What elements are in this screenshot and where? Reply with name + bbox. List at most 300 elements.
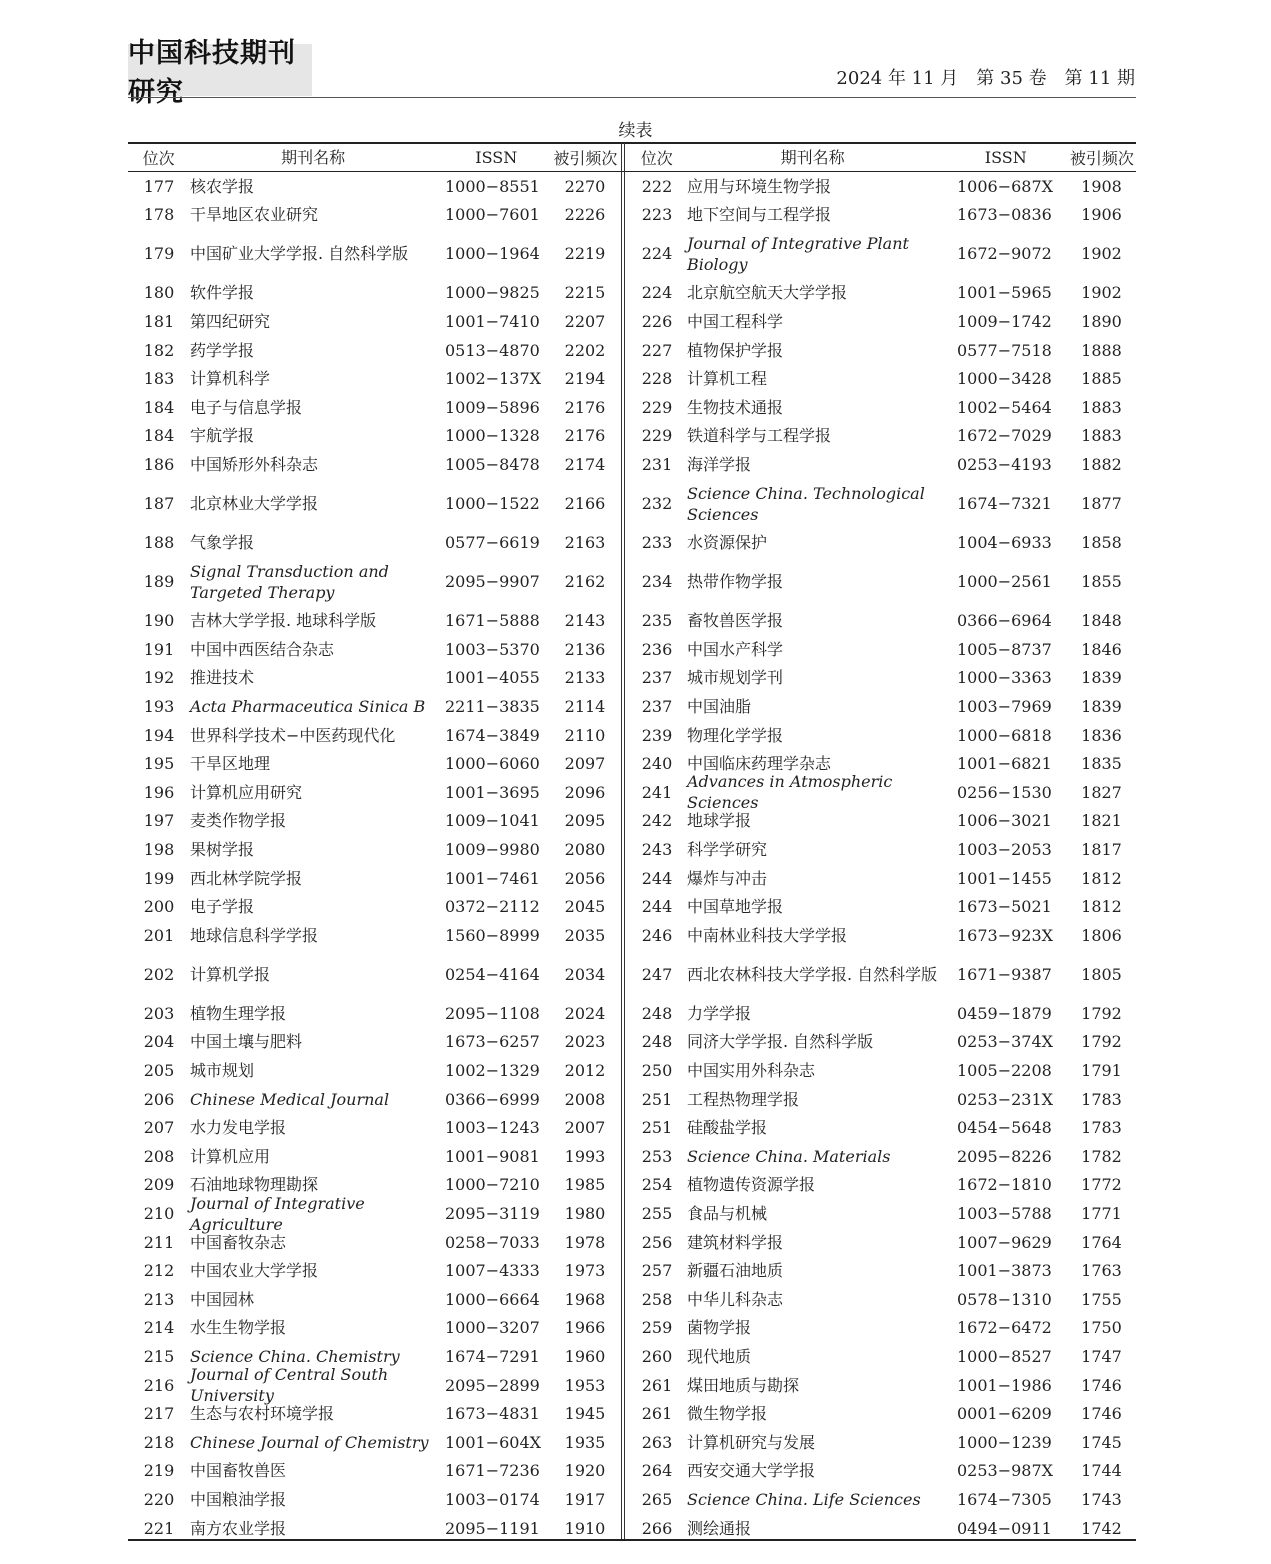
table-row — [627, 864, 1136, 893]
issn-cell: 0366−6999 — [445, 1089, 540, 1109]
issn-cell: 1001−3695 — [445, 782, 540, 802]
issn-cell: 0253−231X — [957, 1089, 1054, 1109]
issn-cell: 1009−1041 — [445, 811, 540, 831]
table-row — [627, 336, 1136, 365]
table-row — [128, 528, 620, 557]
issn-cell: 1000−6664 — [445, 1289, 540, 1309]
rank-cell: 209 — [143, 1175, 175, 1195]
citation-count-cell: 1750 — [1081, 1318, 1122, 1338]
rank-cell: 197 — [143, 811, 175, 831]
rank-cell: 186 — [143, 455, 175, 475]
table-row — [128, 692, 620, 721]
journal-name-cell: 计算机科学 — [190, 369, 271, 389]
citation-count-cell: 1747 — [1081, 1346, 1122, 1366]
citation-count-cell: 1888 — [1081, 340, 1122, 360]
journal-name-cell: 宇航学报 — [190, 426, 255, 446]
rank-cell: 255 — [641, 1204, 673, 1224]
issn-cell: 1674−7305 — [957, 1489, 1052, 1509]
table-row — [627, 1285, 1136, 1314]
rank-cell: 247 — [641, 964, 673, 984]
citation-count-cell: 1742 — [1081, 1518, 1122, 1538]
citation-count-cell: 1835 — [1081, 754, 1122, 774]
journal-name-cell: 水生生物学报 — [190, 1318, 287, 1338]
journal-name-cell: 硅酸盐学报 — [687, 1118, 768, 1138]
rank-cell: 218 — [143, 1432, 175, 1452]
rank-cell: 193 — [143, 697, 175, 717]
column-header-name: 期刊名称 — [281, 147, 346, 167]
table-row — [627, 721, 1136, 750]
table-row — [627, 1342, 1136, 1371]
table-row — [627, 1399, 1136, 1428]
citation-count-cell: 1782 — [1081, 1146, 1122, 1166]
issn-cell: 1000−3428 — [957, 369, 1052, 389]
rank-cell: 202 — [143, 964, 175, 984]
journal-name-cell: 植物遗传资源学报 — [687, 1175, 816, 1195]
rank-cell: 233 — [641, 533, 673, 553]
citation-count-cell: 1980 — [564, 1204, 606, 1224]
header-rule — [128, 97, 1136, 98]
issue-info: 2024 年 11 月 第 35 卷 第 11 期 — [836, 68, 1135, 89]
journal-name-cell: 果树学报 — [190, 839, 255, 859]
rank-cell: 229 — [641, 426, 673, 446]
table-row — [627, 528, 1136, 557]
table-row — [627, 807, 1136, 836]
table-row — [128, 664, 620, 693]
citation-count-cell: 1755 — [1081, 1289, 1122, 1309]
table-row — [128, 807, 620, 836]
journal-name-cell: 中国矿业大学学报. 自然科学版 — [190, 244, 409, 264]
citation-count-cell: 1910 — [564, 1518, 606, 1538]
journal-name-cell: 水资源保护 — [687, 533, 768, 553]
journal-name-cell: 生物技术通报 — [687, 397, 784, 417]
table-row — [128, 635, 620, 664]
issn-cell: 1001−604X — [445, 1432, 542, 1452]
rank-cell: 220 — [143, 1489, 175, 1509]
journal-name-cell: Journal of Integrative Agriculture — [190, 1193, 365, 1234]
citation-count-cell: 1839 — [1081, 697, 1122, 717]
table-row — [627, 229, 1136, 279]
journal-name-cell: 计算机研究与发展 — [687, 1432, 816, 1452]
journal-name-cell: 同济大学学报. 自然科学版 — [687, 1032, 874, 1052]
citation-count-cell: 2007 — [564, 1118, 606, 1138]
issn-cell: 1001−7410 — [445, 312, 540, 332]
rank-cell: 239 — [641, 725, 673, 745]
table-row — [128, 229, 620, 279]
journal-name-cell: 地下空间与工程学报 — [687, 205, 832, 225]
citation-count-cell: 1746 — [1081, 1404, 1122, 1424]
table-row — [627, 1199, 1136, 1228]
citation-count-cell: 2056 — [564, 868, 606, 888]
citation-count-cell: 2270 — [564, 176, 606, 196]
citation-count-cell: 1827 — [1081, 782, 1122, 802]
table-row — [128, 835, 620, 864]
table-header-right — [627, 143, 1136, 171]
table-row — [128, 950, 620, 1000]
citation-count-cell: 1783 — [1081, 1118, 1122, 1138]
issn-cell: 1672−6472 — [957, 1318, 1052, 1338]
table-header-left — [128, 143, 620, 171]
table-row — [627, 1142, 1136, 1171]
citation-count-cell: 1745 — [1081, 1432, 1122, 1452]
issn-cell: 1007−9629 — [957, 1232, 1052, 1252]
citation-count-cell: 1764 — [1081, 1232, 1122, 1252]
citation-count-cell: 1985 — [564, 1175, 606, 1195]
table-row — [627, 172, 1136, 201]
rank-cell: 232 — [641, 494, 673, 514]
column-header-citations: 被引频次 — [1069, 148, 1134, 168]
citation-count-cell: 2143 — [564, 611, 606, 631]
issn-cell: 1001−7461 — [445, 868, 540, 888]
citation-count-cell: 1743 — [1081, 1489, 1122, 1509]
journal-name-cell: Chinese Journal of Chemistry — [190, 1432, 429, 1452]
citation-count-cell: 1791 — [1081, 1061, 1122, 1081]
journal-name-cell: 爆炸与冲击 — [687, 868, 768, 888]
rank-cell: 236 — [641, 639, 673, 659]
issn-cell: 1560−8999 — [445, 925, 540, 945]
citation-count-cell: 2097 — [564, 754, 606, 774]
issn-cell: 1000−6818 — [957, 725, 1052, 745]
table-row — [627, 1113, 1136, 1142]
journal-name-cell: 石油地球物理勘探 — [190, 1175, 319, 1195]
journal-name-cell: 北京航空航天大学学报 — [687, 283, 848, 303]
rank-cell: 207 — [143, 1118, 175, 1138]
journal-name-cell: 中国水产科学 — [687, 639, 784, 659]
issn-cell: 1000−7601 — [445, 205, 540, 225]
journal-name-cell: 物理化学学报 — [687, 725, 784, 745]
issn-cell: 1000−8527 — [957, 1346, 1052, 1366]
table-row — [128, 1193, 620, 1234]
issn-cell: 1674−7321 — [957, 494, 1052, 514]
table-row — [627, 479, 1136, 529]
issn-cell: 2211−3835 — [445, 697, 540, 717]
citation-count-cell: 2096 — [564, 782, 606, 802]
rank-cell: 234 — [641, 572, 673, 592]
issn-cell: 1009−5896 — [445, 397, 540, 417]
journal-name-cell: 海洋学报 — [687, 455, 752, 475]
table-row — [627, 364, 1136, 393]
issn-cell: 1000−1964 — [445, 244, 540, 264]
issn-cell: 2095−1191 — [445, 1518, 540, 1538]
journal-name-cell: 干旱地区农业研究 — [190, 205, 319, 225]
rank-cell: 184 — [143, 426, 175, 446]
issn-cell: 2095−8226 — [957, 1146, 1052, 1166]
citation-count-cell: 2194 — [564, 369, 606, 389]
table-row — [128, 1256, 620, 1285]
table-row — [627, 1085, 1136, 1114]
rank-cell: 244 — [641, 897, 673, 917]
issn-cell: 1673−923X — [957, 925, 1054, 945]
journal-name-cell: 中国工程科学 — [687, 312, 784, 332]
citation-count-cell: 1877 — [1081, 494, 1122, 514]
table-row — [128, 1485, 620, 1514]
citation-count-cell: 2136 — [564, 639, 606, 659]
table-row — [627, 279, 1136, 308]
rank-cell: 215 — [143, 1346, 175, 1366]
journal-name-cell: 植物保护学报 — [687, 340, 784, 360]
rank-cell: 195 — [143, 754, 175, 774]
journal-name-cell: 城市规划学刊 — [687, 668, 784, 688]
journal-name-cell: 城市规划 — [190, 1061, 255, 1081]
table-row — [128, 1365, 620, 1406]
issn-cell: 1003−1243 — [445, 1118, 540, 1138]
citation-count-cell: 1783 — [1081, 1089, 1122, 1109]
column-header-issn: ISSN — [475, 147, 518, 167]
issn-cell: 1001−5965 — [957, 283, 1052, 303]
citation-count-cell: 2163 — [564, 533, 606, 553]
rank-cell: 194 — [143, 725, 175, 745]
rank-cell: 216 — [143, 1375, 175, 1395]
rank-cell: 188 — [143, 533, 175, 553]
issn-cell: 1001−1986 — [957, 1375, 1052, 1395]
citation-count-cell: 1908 — [1081, 176, 1122, 196]
journal-name-cell: 食品与机械 — [687, 1204, 768, 1224]
table-row — [627, 557, 1136, 607]
issn-cell: 2095−1108 — [445, 1003, 540, 1023]
table-row — [627, 1028, 1136, 1057]
rank-cell: 251 — [641, 1089, 673, 1109]
citation-count-cell: 1792 — [1081, 1003, 1122, 1023]
issn-cell: 0577−7518 — [957, 340, 1052, 360]
issn-cell: 1003−0174 — [445, 1489, 540, 1509]
citation-count-cell: 2023 — [564, 1032, 606, 1052]
citation-count-cell: 2176 — [564, 426, 606, 446]
citation-count-cell: 2008 — [564, 1089, 606, 1109]
table-row — [627, 307, 1136, 336]
table-row — [627, 999, 1136, 1028]
issn-cell: 1003−5788 — [957, 1204, 1052, 1224]
table-row — [627, 635, 1136, 664]
rank-cell: 227 — [641, 340, 673, 360]
table-row — [627, 892, 1136, 921]
issn-cell: 1000−1522 — [445, 494, 540, 514]
journal-name-cell: Signal Transduction and Targeted Therapy — [190, 561, 389, 602]
table-row — [128, 749, 620, 778]
rank-cell: 192 — [143, 668, 175, 688]
issn-cell: 1002−1329 — [445, 1061, 540, 1081]
rank-cell: 208 — [143, 1146, 175, 1166]
journal-name-cell: Science China. Life Sciences — [687, 1489, 921, 1509]
journal-name-cell: 中国园林 — [190, 1289, 255, 1309]
journal-name-cell: 计算机应用 — [190, 1146, 271, 1166]
table-row — [128, 1142, 620, 1171]
journal-name-cell: 中南林业科技大学学报 — [687, 925, 848, 945]
citation-count-cell: 1973 — [564, 1261, 606, 1281]
issn-cell: 1000−7210 — [445, 1175, 540, 1195]
journal-name-cell: Journal of Integrative Plant Biology — [687, 233, 909, 274]
issn-cell: 0577−6619 — [445, 533, 540, 553]
table-row — [627, 201, 1136, 230]
journal-name-cell: 科学学研究 — [687, 839, 768, 859]
rank-cell: 222 — [641, 176, 673, 196]
table-row — [128, 557, 620, 607]
table-row — [627, 835, 1136, 864]
table-row — [627, 1314, 1136, 1343]
rank-cell: 235 — [641, 611, 673, 631]
issn-cell: 0513−4870 — [445, 340, 540, 360]
journal-name-cell: Science China. Chemistry — [190, 1346, 400, 1366]
table-row — [128, 450, 620, 479]
citation-count-cell: 1746 — [1081, 1375, 1122, 1395]
table-row — [128, 422, 620, 451]
rank-cell: 248 — [641, 1032, 673, 1052]
issn-cell: 1003−5370 — [445, 639, 540, 659]
citation-count-cell: 1772 — [1081, 1175, 1122, 1195]
citation-count-cell: 1993 — [564, 1146, 606, 1166]
rank-cell: 229 — [641, 397, 673, 417]
rank-cell: 261 — [641, 1375, 673, 1395]
issn-cell: 2095−3119 — [445, 1204, 540, 1224]
table-row — [128, 172, 620, 201]
rank-cell: 237 — [641, 668, 673, 688]
journal-name-cell: Journal of Central South University — [190, 1365, 389, 1406]
citation-count-cell: 2012 — [564, 1061, 606, 1081]
table-row — [128, 307, 620, 336]
table-row — [128, 1314, 620, 1343]
journal-name-cell: 微生物学报 — [687, 1404, 768, 1424]
rank-cell: 199 — [143, 868, 175, 888]
citation-count-cell: 1812 — [1081, 868, 1122, 888]
rank-cell: 191 — [143, 639, 175, 659]
table-row — [128, 364, 620, 393]
rank-cell: 190 — [143, 611, 175, 631]
rank-cell: 213 — [143, 1289, 175, 1309]
citation-count-cell: 1978 — [564, 1232, 606, 1252]
journal-name-cell: 生态与农村环境学报 — [190, 1404, 335, 1424]
journal-name-cell: 计算机应用研究 — [190, 782, 303, 802]
citation-count-cell: 2024 — [564, 1003, 606, 1023]
citation-count-cell: 1968 — [564, 1289, 606, 1309]
rank-cell: 237 — [641, 697, 673, 717]
issn-cell: 1000−9825 — [445, 283, 540, 303]
rank-cell: 179 — [143, 244, 175, 264]
table-row — [627, 1457, 1136, 1486]
journal-name-cell: 中国土壤与肥料 — [190, 1032, 303, 1052]
citation-count-cell: 1839 — [1081, 668, 1122, 688]
issn-cell: 1007−4333 — [445, 1261, 540, 1281]
rank-cell: 219 — [143, 1461, 175, 1481]
column-header-rank: 位次 — [640, 148, 673, 168]
citation-count-cell: 1917 — [564, 1489, 606, 1509]
issn-cell: 1673−0836 — [957, 205, 1052, 225]
issn-cell: 0258−7033 — [445, 1232, 540, 1252]
citation-count-cell: 2166 — [564, 494, 606, 514]
citation-count-cell: 2080 — [564, 839, 606, 859]
citation-count-cell: 2219 — [564, 244, 606, 264]
table-row — [627, 1371, 1136, 1400]
journal-name-cell: 西安交通大学学报 — [687, 1461, 816, 1481]
journal-name-cell: 中国实用外科杂志 — [687, 1061, 816, 1081]
rank-cell: 240 — [641, 754, 673, 774]
issn-cell: 1000−2561 — [957, 572, 1052, 592]
table-row — [128, 606, 620, 635]
table-row — [128, 921, 620, 950]
issn-cell: 1673−4831 — [445, 1404, 540, 1424]
issn-cell: 1672−7029 — [957, 426, 1052, 446]
citation-count-cell: 1744 — [1081, 1461, 1122, 1481]
journal-name-cell: 计算机学报 — [190, 964, 271, 984]
issn-cell: 0253−374X — [957, 1032, 1054, 1052]
journal-name-cell: 第四纪研究 — [190, 312, 271, 332]
rank-cell: 181 — [143, 312, 175, 332]
rank-cell: 180 — [143, 283, 175, 303]
table-row — [128, 864, 620, 893]
issn-cell: 0454−5648 — [957, 1118, 1052, 1138]
citation-count-cell: 2114 — [564, 697, 606, 717]
rank-cell: 182 — [143, 340, 175, 360]
journal-name-cell: 中华儿科杂志 — [687, 1289, 784, 1309]
rank-cell: 241 — [641, 782, 673, 802]
issn-cell: 0254−4164 — [445, 964, 540, 984]
issn-cell: 1000−1239 — [957, 1432, 1052, 1452]
issn-cell: 1671−5888 — [445, 611, 540, 631]
citation-count-cell: 1763 — [1081, 1261, 1122, 1281]
journal-name-cell: 核农学报 — [190, 176, 255, 196]
rank-cell: 256 — [641, 1232, 673, 1252]
column-header-rank: 位次 — [142, 148, 175, 168]
rank-cell: 177 — [143, 176, 175, 196]
issn-cell: 1009−1742 — [957, 312, 1052, 332]
rank-cell: 203 — [143, 1003, 175, 1023]
issn-cell: 1009−9980 — [445, 839, 540, 859]
rank-cell: 212 — [143, 1261, 175, 1281]
journal-name-cell: 中国粮油学报 — [190, 1489, 287, 1509]
column-header-issn: ISSN — [984, 147, 1027, 167]
issn-cell: 1001−9081 — [445, 1146, 540, 1166]
rank-cell: 178 — [143, 205, 175, 225]
journal-name-cell: Chinese Medical Journal — [190, 1089, 390, 1109]
journal-name-cell: 植物生理学报 — [190, 1003, 287, 1023]
journal-name-cell: 煤田地质与勘探 — [687, 1375, 800, 1395]
journal-name-cell: 中国油脂 — [687, 697, 752, 717]
issn-cell: 1673−5021 — [957, 897, 1052, 917]
issn-cell: 1671−9387 — [957, 964, 1052, 984]
citation-count-cell: 2035 — [564, 925, 606, 945]
issn-cell: 1000−3207 — [445, 1318, 540, 1338]
issn-cell: 1006−3021 — [957, 811, 1052, 831]
rank-cell: 183 — [143, 369, 175, 389]
issn-cell: 1672−9072 — [957, 244, 1052, 264]
rank-cell: 228 — [641, 369, 673, 389]
journal-name-cell: 中国中西医结合杂志 — [190, 639, 335, 659]
journal-name-cell: Science China. Materials — [687, 1146, 891, 1166]
journal-name-cell: 地球信息科学学报 — [190, 925, 319, 945]
rank-cell: 248 — [641, 1003, 673, 1023]
citation-count-cell: 2095 — [564, 811, 606, 831]
citation-count-cell: 1885 — [1081, 369, 1122, 389]
journal-name-cell: Acta Pharmaceutica Sinica B — [190, 697, 426, 717]
issn-cell: 1005−2208 — [957, 1061, 1052, 1081]
citation-count-cell: 1960 — [564, 1346, 606, 1366]
issn-cell: 1003−2053 — [957, 839, 1052, 859]
rank-cell: 214 — [143, 1318, 175, 1338]
rank-cell: 254 — [641, 1175, 673, 1195]
issn-cell: 0494−0911 — [957, 1518, 1052, 1538]
citation-count-cell: 1805 — [1081, 964, 1122, 984]
issn-cell: 2095−9907 — [445, 572, 540, 592]
citation-count-cell: 2207 — [564, 312, 606, 332]
rank-cell: 205 — [143, 1061, 175, 1081]
journal-name-cell: 中国临床药理学杂志 — [687, 754, 832, 774]
citation-count-cell: 1966 — [564, 1318, 606, 1338]
issn-cell: 2095−2899 — [445, 1375, 540, 1395]
rank-cell: 206 — [143, 1089, 175, 1109]
table-caption: 续表 — [618, 121, 653, 141]
rank-cell: 266 — [641, 1518, 673, 1538]
citation-count-cell: 1817 — [1081, 839, 1122, 859]
issn-cell: 1001−4055 — [445, 668, 540, 688]
issn-cell: 0366−6964 — [957, 611, 1052, 631]
citation-count-cell: 1902 — [1081, 283, 1122, 303]
